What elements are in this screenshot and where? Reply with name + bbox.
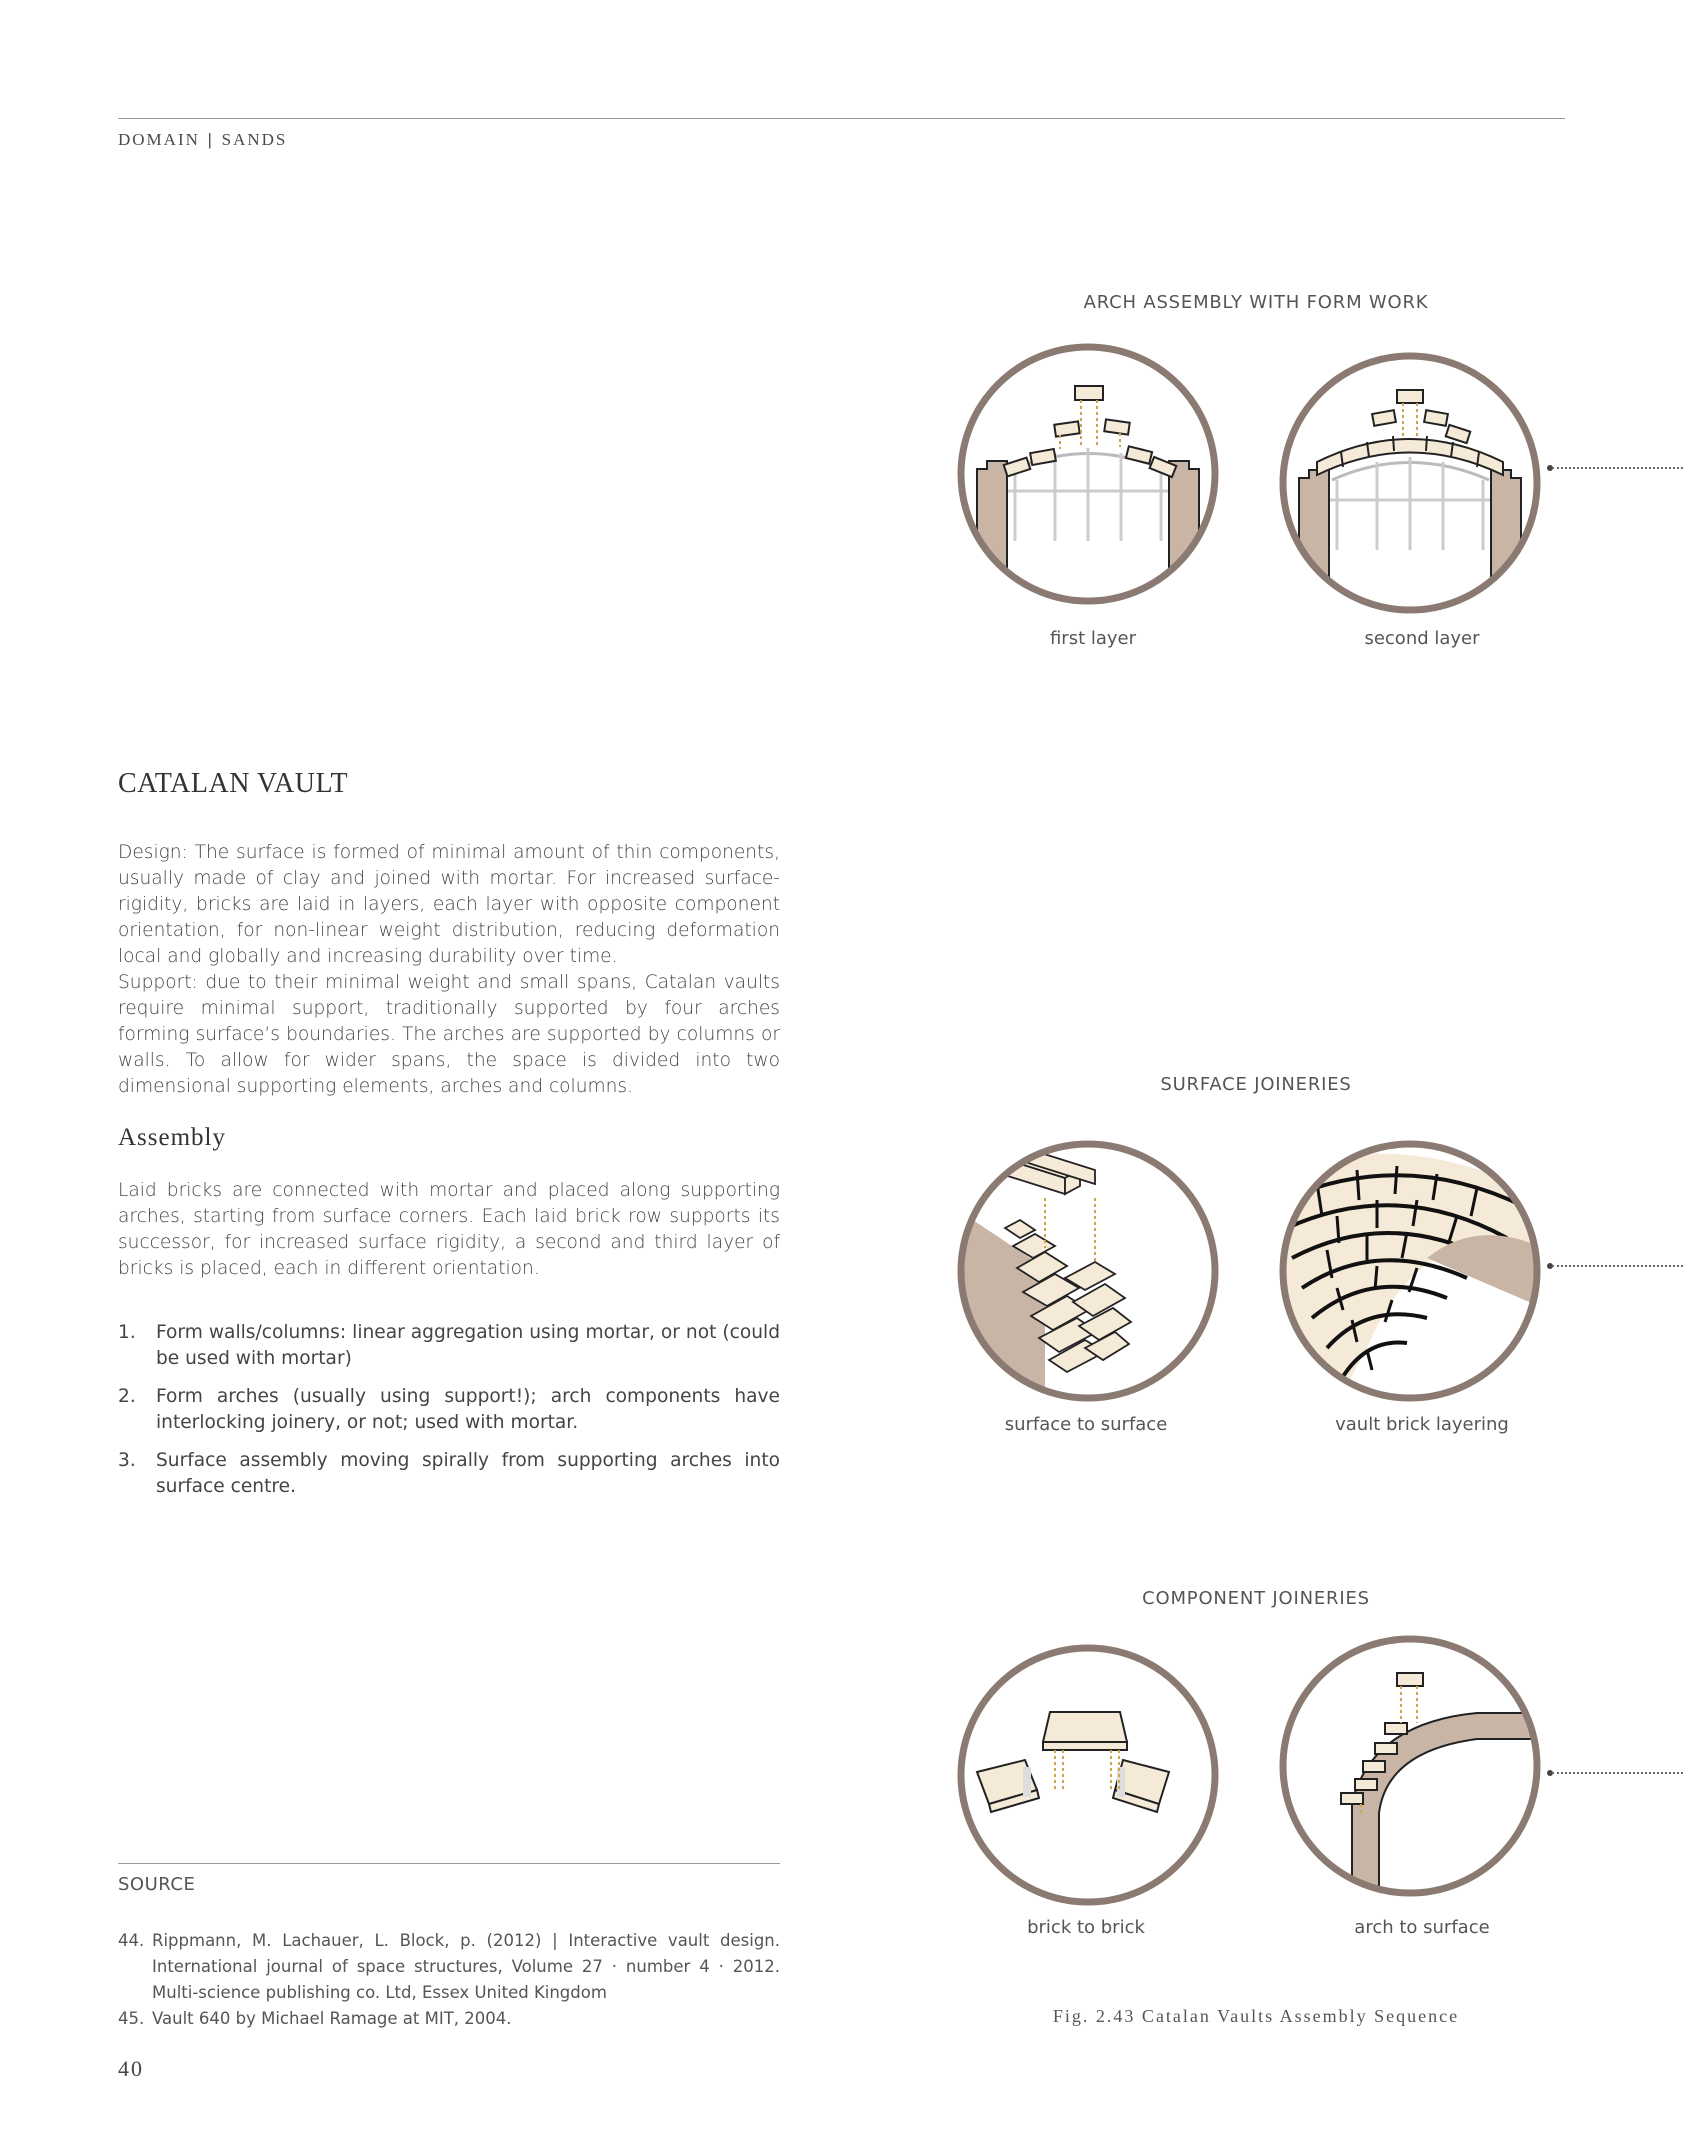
arch-to-surface-label: arch to surface xyxy=(1354,1917,1490,1938)
source-label: SOURCE xyxy=(118,1874,196,1895)
leader-line xyxy=(1552,1772,1683,1774)
reference-item xyxy=(118,1928,780,2006)
vault-brick-layering-label: vault brick layering xyxy=(1335,1414,1509,1435)
list-item xyxy=(118,1320,780,1372)
support-paragraph: Support: due to their minimal weight and small spans, Catalan vaults require minimal support, traditionally supported by four arches forming surface’s boundaries. The arches are supported by columns or walls. To allow for wider spans, the space is divided into two dimensional supporting elements, arches and columns. xyxy=(118,972,780,1097)
reference-number: 45. xyxy=(118,2009,145,2028)
header-rule xyxy=(118,118,1565,119)
leader-line xyxy=(1552,1265,1683,1267)
brick-to-brick-illustration xyxy=(955,1642,1221,1908)
surface-joineries-title: SURFACE JOINERIES xyxy=(1160,1074,1352,1095)
leader-line xyxy=(1552,467,1683,469)
assembly-heading: Assembly xyxy=(118,1124,226,1151)
reference-item xyxy=(118,2006,780,2032)
reference-number: 44. xyxy=(118,1931,145,1950)
section-title: CATALAN VAULT xyxy=(118,768,349,799)
first-layer-illustration xyxy=(955,341,1221,607)
second-layer-label: second layer xyxy=(1364,628,1480,649)
design-paragraph: Design: The surface is formed of minimal amount of thin components, usually made of clay and joined with mortar. For increased surface-rigidity, bricks are laid in layers, each layer with opposite component orientation, for non-linear weight distribution, reducing deformation local and globally and increasing durability over time. xyxy=(118,842,780,967)
step-number: 2. xyxy=(118,1386,136,1407)
arch-assembly-title: ARCH ASSEMBLY WITH FORM WORK xyxy=(1083,292,1429,313)
header-sands: SANDS xyxy=(221,130,288,149)
brick-to-brick-label: brick to brick xyxy=(1027,1917,1145,1938)
step-text: Form walls/columns: linear aggregation using mortar, or not (could be used with mortar) xyxy=(156,1322,780,1369)
assembly-paragraph: Laid bricks are connected with mortar and placed along supporting arches, starting from surface corners. Each laid brick row supports its successor, for increased surface rigidity, a second and third layer of bricks is placed, each in different orientation. xyxy=(118,1180,780,1279)
figure-caption: Fig. 2.43 Catalan Vaults Assembly Sequence xyxy=(1052,2006,1460,2026)
step-number: 3. xyxy=(118,1450,136,1471)
step-text: Surface assembly moving spirally from supporting arches into surface centre. xyxy=(156,1450,780,1497)
header-separator: | xyxy=(207,130,214,149)
step-text: Form arches (usually using support!); arch components have interlocking joinery, or not; used with mortar. xyxy=(156,1386,780,1433)
source-rule xyxy=(118,1863,780,1864)
step-number: 1. xyxy=(118,1322,136,1343)
reference-text: Vault 640 by Michael Ramage at MIT, 2004. xyxy=(152,2009,512,2028)
references-list xyxy=(118,1928,780,2032)
arch-to-surface-illustration xyxy=(1277,1633,1543,1899)
header-domain: DOMAIN xyxy=(118,130,200,149)
vault-brick-layering-illustration xyxy=(1277,1138,1543,1404)
second-layer-illustration xyxy=(1277,350,1543,616)
list-item xyxy=(118,1448,780,1500)
surface-to-surface-illustration xyxy=(955,1138,1221,1404)
reference-text: Rippmann, M. Lachauer, L. Block, p. (2012) | Interactive vault design. International journal of space structures, Volume 27 · number 4 · 2012. Multi-science publishing co. Ltd, Essex United Kingdom xyxy=(152,1931,780,2002)
list-item xyxy=(118,1384,780,1436)
first-layer-label: first layer xyxy=(1049,628,1137,649)
running-header xyxy=(118,130,287,150)
surface-to-surface-label: surface to surface xyxy=(1004,1414,1168,1435)
component-joineries-title: COMPONENT JOINERIES xyxy=(1142,1588,1370,1609)
assembly-steps xyxy=(118,1320,780,1512)
page-number: 40 xyxy=(118,2056,144,2081)
